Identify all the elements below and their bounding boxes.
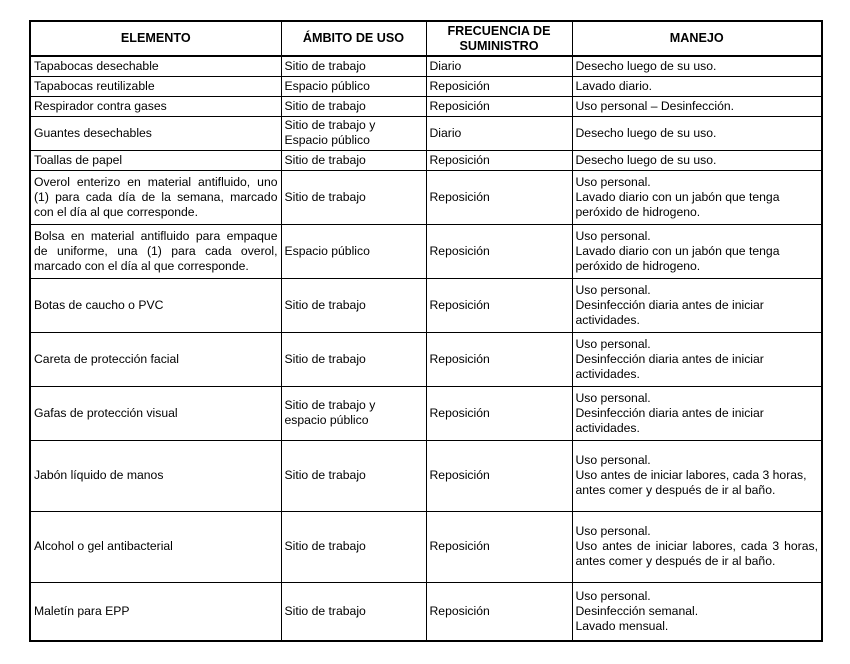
table-row <box>30 511 822 582</box>
manejo-line: Lavado diario. <box>575 78 653 93</box>
ambito-line: Espacio público <box>284 78 370 93</box>
manejo-cell <box>572 224 822 278</box>
elemento-cell <box>30 440 281 511</box>
manejo-line: Desecho luego de su uso. <box>575 125 717 140</box>
elemento-cell <box>30 582 281 641</box>
elemento-cell <box>30 76 281 96</box>
manejo-line: Lavado diario con un jabón que tenga peróxido de hidrogeno. <box>575 243 780 273</box>
frecuencia-cell: Reposición <box>426 582 572 641</box>
ambito-cell <box>281 116 426 150</box>
frecuencia-cell: Reposición <box>426 278 572 332</box>
elemento-line: Overol enterizo en material antifluido, uno (1) para cada día de la semana, marcado con el día al que corresponde. <box>34 174 278 219</box>
ambito-cell <box>281 150 426 170</box>
elemento-line: Botas de caucho o PVC <box>34 297 164 312</box>
ambito-line: Sitio de trabajo <box>284 603 366 618</box>
header-manejo: MANEJO <box>572 21 822 56</box>
table-row <box>30 440 822 511</box>
ambito-line: Sitio de trabajo y <box>284 118 376 132</box>
header-row <box>30 21 822 56</box>
manejo-cell <box>572 56 822 76</box>
elemento-cell <box>30 150 281 170</box>
ambito-line: Sitio de trabajo <box>284 189 366 204</box>
elemento-cell <box>30 332 281 386</box>
manejo-line: Uso personal. <box>575 228 651 243</box>
epp-table <box>29 20 823 642</box>
frecuencia-cell: Reposición <box>426 332 572 386</box>
elemento-line: Tapabocas reutilizable <box>34 78 155 93</box>
manejo-line: Desecho luego de su uso. <box>575 152 717 167</box>
table-row <box>30 386 822 440</box>
frecuencia-cell: Reposición <box>426 170 572 224</box>
manejo-line: Uso personal. <box>575 174 651 189</box>
elemento-cell <box>30 56 281 76</box>
ambito-line: Sitio de trabajo y <box>284 398 376 412</box>
ambito-line: Sitio de trabajo <box>284 539 366 553</box>
manejo-line: Uso personal. <box>575 282 651 297</box>
manejo-line: Uso personal. <box>575 390 651 405</box>
ambito-line: Sitio de trabajo <box>284 152 366 167</box>
frecuencia-cell: Reposición <box>426 386 572 440</box>
ambito-cell <box>281 511 426 582</box>
ambito-cell <box>281 278 426 332</box>
table-row <box>30 76 822 96</box>
ambito-line: Sitio de trabajo <box>284 58 366 73</box>
table-row <box>30 96 822 116</box>
ambito-line: espacio público <box>284 413 369 427</box>
table-row <box>30 150 822 170</box>
elemento-cell <box>30 386 281 440</box>
frecuencia-cell: Diario <box>426 116 572 150</box>
table-row <box>30 582 822 641</box>
elemento-line: Guantes desechables <box>34 125 152 140</box>
elemento-line: Tapabocas desechable <box>34 58 159 73</box>
manejo-cell <box>572 386 822 440</box>
manejo-line: Lavado diario con un jabón que tenga peróxido de hidrogeno. <box>575 189 780 219</box>
manejo-line: Uso antes de iniciar labores, cada 3 horas, antes comer y después de ir al baño. <box>575 468 807 497</box>
frecuencia-cell: Reposición <box>426 440 572 511</box>
elemento-cell <box>30 170 281 224</box>
elemento-cell <box>30 224 281 278</box>
manejo-cell <box>572 582 822 641</box>
manejo-line: Uso personal. <box>575 453 651 467</box>
elemento-line: Maletín para EPP <box>34 603 130 618</box>
ambito-line: Sitio de trabajo <box>284 98 366 113</box>
manejo-cell <box>572 511 822 582</box>
ambito-line: Sitio de trabajo <box>284 468 366 482</box>
elemento-line: Toallas de papel <box>34 152 123 167</box>
table-row <box>30 332 822 386</box>
manejo-cell <box>572 332 822 386</box>
frecuencia-cell: Reposición <box>426 150 572 170</box>
manejo-line: Uso personal. <box>575 588 651 603</box>
elemento-line: Gafas de protección visual <box>34 405 178 420</box>
ambito-cell <box>281 76 426 96</box>
frecuencia-cell: Reposición <box>426 76 572 96</box>
manejo-line: Desinfección diaria antes de iniciar actividades. <box>575 405 764 435</box>
manejo-line: Uso personal – Desinfección. <box>575 98 735 113</box>
header-frecuencia: FRECUENCIA DE SUMINISTRO <box>426 21 572 56</box>
elemento-cell <box>30 116 281 150</box>
ambito-cell <box>281 56 426 76</box>
frecuencia-cell: Diario <box>426 56 572 76</box>
header-elemento: ELEMENTO <box>30 21 281 56</box>
ambito-line: Sitio de trabajo <box>284 351 366 366</box>
manejo-cell <box>572 116 822 150</box>
elemento-line: Jabón líquido de manos <box>34 468 164 482</box>
manejo-line: Lavado mensual. <box>575 618 669 633</box>
ambito-line: Espacio público <box>284 133 370 147</box>
frecuencia-cell: Reposición <box>426 224 572 278</box>
table-row <box>30 224 822 278</box>
manejo-cell <box>572 440 822 511</box>
manejo-line: Desecho luego de su uso. <box>575 58 717 73</box>
manejo-cell <box>572 278 822 332</box>
elemento-cell <box>30 511 281 582</box>
elemento-line: Careta de protección facial <box>34 351 179 366</box>
ambito-cell <box>281 440 426 511</box>
manejo-cell <box>572 76 822 96</box>
manejo-line: Uso personal. <box>575 336 651 351</box>
manejo-line: Desinfección diaria antes de iniciar actividades. <box>575 351 764 381</box>
table-row <box>30 116 822 150</box>
ambito-line: Espacio público <box>284 243 370 258</box>
elemento-line: Bolsa en material antifluido para empaque de uniforme, una (1) para cada overol, marcado con el día al que corresponde. <box>34 228 278 273</box>
manejo-line: Desinfección semanal. <box>575 603 699 618</box>
ambito-cell <box>281 386 426 440</box>
manejo-line: Uso personal. <box>575 524 651 538</box>
manejo-cell <box>572 170 822 224</box>
manejo-line: Desinfección diaria antes de iniciar actividades. <box>575 297 764 327</box>
frecuencia-cell: Reposición <box>426 511 572 582</box>
elemento-line: Alcohol o gel antibacterial <box>34 539 173 553</box>
table-row <box>30 170 822 224</box>
ambito-cell <box>281 582 426 641</box>
ambito-cell <box>281 96 426 116</box>
manejo-line: Uso antes de iniciar labores, cada 3 horas, antes comer y después de ir al baño. <box>575 539 818 568</box>
elemento-cell <box>30 96 281 116</box>
elemento-cell <box>30 278 281 332</box>
elemento-line: Respirador contra gases <box>34 98 167 113</box>
ambito-line: Sitio de trabajo <box>284 297 366 312</box>
table-row <box>30 56 822 76</box>
manejo-cell <box>572 150 822 170</box>
ambito-cell <box>281 170 426 224</box>
manejo-cell <box>572 96 822 116</box>
ambito-cell <box>281 332 426 386</box>
table-row <box>30 278 822 332</box>
header-ambito: ÁMBITO DE USO <box>281 21 426 56</box>
frecuencia-cell: Reposición <box>426 96 572 116</box>
ambito-cell <box>281 224 426 278</box>
